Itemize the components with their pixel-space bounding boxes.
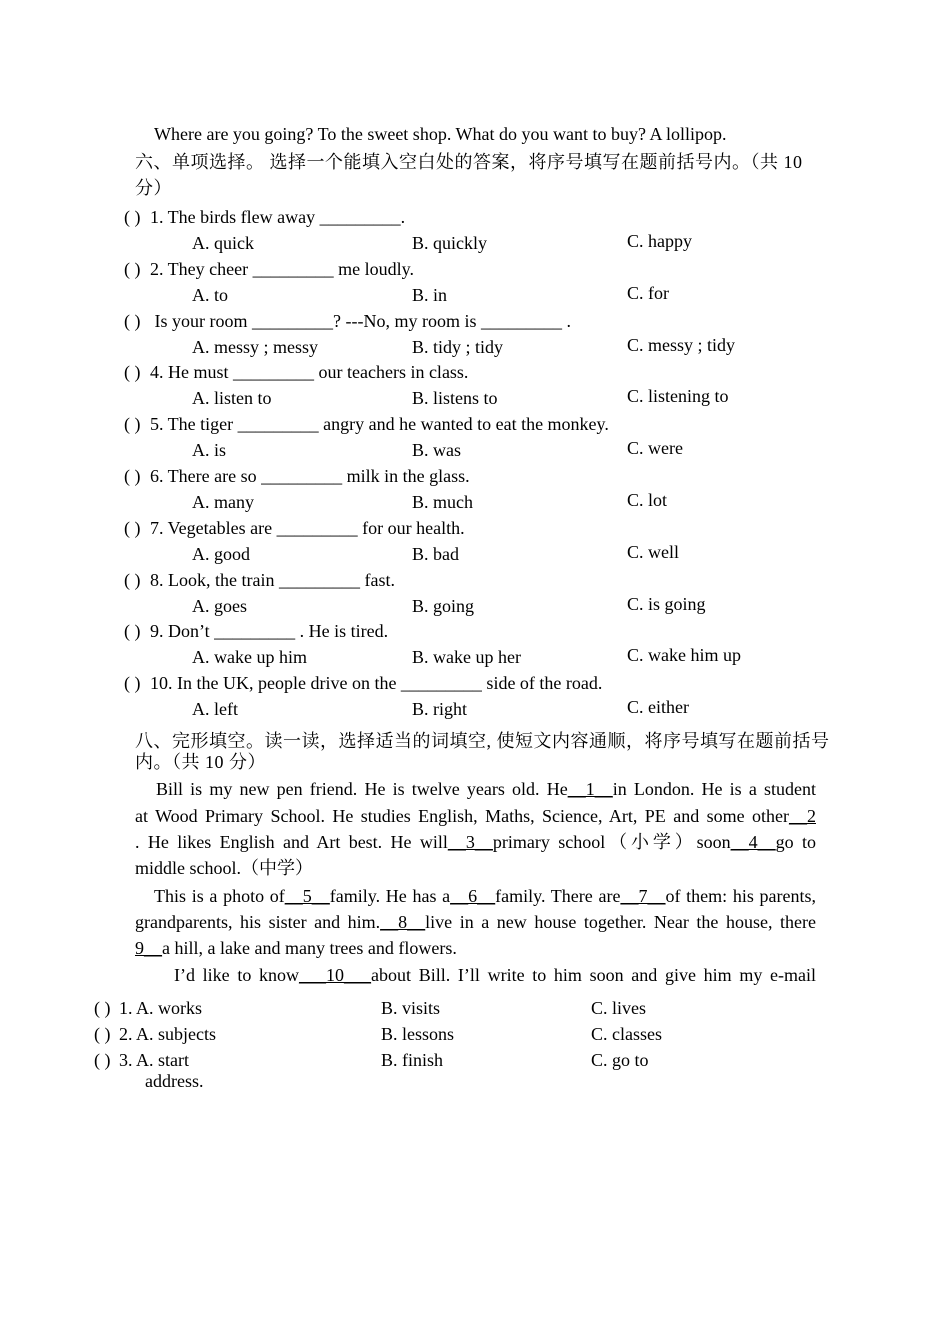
question-8 (124, 569, 395, 591)
option-a: A. quick (192, 233, 254, 253)
option-b: B. going (412, 596, 475, 616)
passage-p3-line1: I’d like to know___10___about Bill. I’ll write to him soon and give him my e-mail (174, 965, 816, 985)
question-6 (124, 465, 470, 487)
option-b: B. listens to (412, 388, 498, 408)
answer-option-b: B. lessons (381, 1024, 455, 1044)
blank-5: __5__ (284, 886, 330, 906)
option-b: B. was (412, 440, 461, 460)
question-1 (124, 206, 405, 228)
section6-heading-line2: 分） (135, 178, 172, 198)
blank-10: ___10___ (299, 965, 372, 985)
question-text: 10. In the UK, people drive on the _________ side of the road. (150, 673, 603, 693)
answer-bracket[interactable]: ( ) (124, 466, 141, 486)
option-c: C. wake him up (627, 645, 741, 665)
answer-option-a: 1. A. works (119, 998, 203, 1018)
question-text: 4. He must _________ our teachers in class. (150, 362, 469, 382)
answer-bracket[interactable]: ( ) (124, 570, 141, 590)
option-c: C. for (627, 283, 669, 303)
passage-p1-line1: Bill is my new pen friend. He is twelve years old. He__1__in London. He is a student (156, 779, 816, 799)
answer-bracket[interactable]: ( ) (124, 673, 141, 693)
answer-bracket[interactable]: ( ) (124, 518, 141, 538)
option-a: A. wake up him (192, 647, 307, 667)
question-4 (124, 361, 468, 383)
answer-bracket[interactable]: ( ) (124, 311, 141, 331)
option-c: C. lot (627, 490, 668, 510)
passage-p1-line2: at Wood Primary School. He studies English, Maths, Science, Art, PE and some other__2 (135, 806, 816, 826)
answer-option-c: C. classes (591, 1024, 662, 1044)
option-b: B. quickly (412, 233, 487, 253)
option-c: C. messy ; tidy (627, 335, 736, 355)
question-9 (124, 620, 388, 642)
question-text: Is your room _________? ---No, my room is _________ . (150, 311, 571, 331)
question-text: 7. Vegetables are _________ for our health. (150, 518, 465, 538)
option-c: C. either (627, 697, 689, 717)
blank-2: __2 (789, 806, 816, 826)
answer-bracket[interactable]: ( ) (124, 207, 141, 227)
passage-p2-line1: This is a photo of__5__family. He has a__6__family. There are__7__of them: his parents, (154, 886, 816, 906)
answer-bracket[interactable]: ( ) (124, 259, 141, 279)
option-a: A. to (192, 285, 228, 305)
option-a: A. is (192, 440, 227, 460)
question-7 (124, 517, 465, 539)
answer-bracket[interactable]: ( ) (124, 414, 141, 434)
answer-bracket[interactable]: ( ) (94, 1050, 111, 1070)
passage-p3-line2: address. (145, 1071, 204, 1091)
blank-4: __4__ (730, 832, 776, 852)
answer-bracket[interactable]: ( ) (94, 998, 111, 1018)
option-a: A. listen to (192, 388, 272, 408)
question-3 (124, 310, 571, 332)
blank-9: 9__ (135, 938, 162, 958)
passage-p2-line3: 9__a hill, a lake and many trees and flowers. (135, 938, 457, 958)
answer-bracket[interactable]: ( ) (124, 621, 141, 641)
answer-bracket[interactable]: ( ) (94, 1024, 111, 1044)
answer-option-c: C. lives (591, 998, 647, 1018)
question-text: 2. They cheer _________ me loudly. (150, 259, 414, 279)
option-c: C. happy (627, 231, 692, 251)
question-5 (124, 413, 609, 435)
option-a: A. goes (192, 596, 247, 616)
option-a: A. messy ; messy (192, 337, 318, 357)
option-b: B. bad (412, 544, 459, 564)
option-b: B. wake up her (412, 647, 521, 667)
option-c: C. listening to (627, 386, 729, 406)
blank-3: __3__ (447, 832, 493, 852)
answer-option-a: 2. A. subjects (119, 1024, 216, 1044)
option-c: C. well (627, 542, 679, 562)
answer-option-a: 3. A. start (119, 1050, 189, 1070)
question-10 (124, 672, 602, 694)
question-text: 8. Look, the train _________ fast. (150, 570, 395, 590)
option-c: C. were (627, 438, 683, 458)
question-text: 9. Don’t _________ . He is tired. (150, 621, 389, 641)
option-a: A. left (192, 699, 238, 719)
answer-bracket[interactable]: ( ) (124, 362, 141, 382)
option-c: C. is going (627, 594, 706, 614)
answer-option-b: B. visits (381, 998, 441, 1018)
section8-heading-line1: 八、完形填空。读一读，选择适当的词填空, 使短文内容通顺，将序号填写在题前括号 (135, 731, 830, 751)
question-text: 6. There are so _________ milk in the glass. (150, 466, 470, 486)
blank-8: __8__ (380, 912, 426, 932)
section8-heading-line2: 内。（共 10 分） (135, 752, 266, 772)
blank-1: __1__ (567, 779, 613, 799)
answer-option-c: C. go to (591, 1050, 649, 1070)
intro-line: Where are you going? To the sweet shop. What do you want to buy? A lollipop. (154, 124, 727, 144)
blank-6: __6__ (450, 886, 496, 906)
passage-p1-line3: . He likes English and Art best. He will__3__primary school（小学）soon__4__go to (135, 832, 816, 852)
passage-p2-line2: grandparents, his sister and him.__8__live in a new house together. Near the house, there (135, 912, 816, 932)
blank-7: __7__ (620, 886, 666, 906)
passage-p1-line4: middle school.（中学） (135, 858, 313, 878)
option-b: B. tidy ; tidy (412, 337, 504, 357)
question-text: 1. The birds flew away _________. (150, 207, 406, 227)
question-text: 5. The tiger _________ angry and he wanted to eat the monkey. (150, 414, 609, 434)
question-2 (124, 258, 414, 280)
option-a: A. many (192, 492, 254, 512)
option-b: B. in (412, 285, 448, 305)
option-b: B. right (412, 699, 468, 719)
option-b: B. much (412, 492, 473, 512)
option-a: A. good (192, 544, 250, 564)
answer-option-b: B. finish (381, 1050, 444, 1070)
section6-heading-line1: 六、单项选择。 选择一个能填入空白处的答案，将序号填写在题前括号内。（共 10 (135, 152, 803, 172)
